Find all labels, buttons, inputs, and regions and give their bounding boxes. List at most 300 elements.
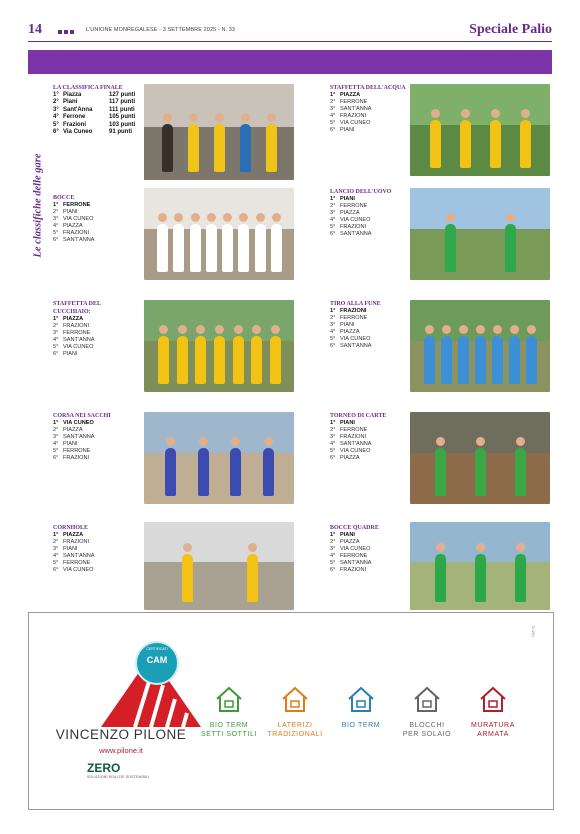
rank-team: FERRONE: [63, 560, 91, 566]
rank-team: FERRONE: [340, 203, 368, 209]
event-rank-row: [53, 223, 95, 230]
photo-person-head: [215, 325, 224, 334]
photo-person: [441, 336, 452, 384]
rank-position: 3°: [330, 210, 336, 216]
rank-position: 5°: [330, 336, 336, 342]
photo-person: [435, 554, 446, 602]
event-standings: [53, 412, 111, 462]
event-photo: [410, 300, 550, 392]
event-rank-row: [53, 230, 95, 237]
rank-position: 3°: [53, 330, 59, 336]
photo-person: [526, 336, 537, 384]
event-standings: [330, 412, 386, 462]
photo-person-head: [189, 113, 198, 122]
final-points: 103 punti: [109, 121, 136, 128]
final-team: Piazza: [63, 92, 82, 98]
event-rank-row: [330, 560, 379, 567]
rank-team: FERRONE: [340, 315, 368, 321]
rank-position: 6°: [53, 567, 59, 573]
rank-position: 5°: [330, 120, 336, 126]
rank-position: 4°: [330, 217, 336, 223]
rank-team: VIA CUNEO: [63, 567, 94, 573]
rank-position: 5°: [53, 448, 59, 454]
rank-position: 2°: [330, 99, 336, 105]
final-standings-row: [53, 92, 135, 99]
event-rank-row: [53, 351, 135, 358]
photo-person: [458, 336, 469, 384]
photo-person: [475, 554, 486, 602]
rank-position: 1°: [330, 420, 336, 426]
rank-position: 5°: [53, 344, 59, 350]
house-leaf-icon: [346, 685, 376, 713]
final-pos: 4°: [53, 114, 59, 121]
rank-position: 4°: [330, 113, 336, 119]
photo-person-head: [264, 437, 273, 446]
final-points: 91 punti: [109, 129, 133, 136]
rank-position: 3°: [53, 434, 59, 440]
photo-person: [520, 120, 531, 168]
rank-position: 6°: [330, 343, 336, 349]
product-sublabel: PER SOLAIO: [402, 731, 452, 738]
event-rank-row: [330, 448, 386, 455]
photo-person-head: [446, 213, 455, 222]
event-photo: [410, 84, 550, 176]
final-pos: 6°: [53, 129, 59, 136]
event-rank-row: [330, 553, 379, 560]
rank-team: PIAZZA: [340, 210, 360, 216]
rank-position: 1°: [330, 92, 336, 98]
photo-person-head: [178, 325, 187, 334]
rank-position: 6°: [330, 567, 336, 573]
final-standings-row: [53, 107, 135, 114]
cam-badge: [135, 641, 179, 685]
rank-position: 5°: [53, 230, 59, 236]
rank-team: PIANI: [63, 441, 78, 447]
side-title: [28, 150, 42, 270]
rank-team: SANT'ANNA: [63, 337, 95, 343]
final-team: Ferrone: [63, 114, 86, 121]
photo-person-head: [436, 543, 445, 552]
rank-team: PIANI: [63, 351, 78, 357]
rank-position: 3°: [330, 106, 336, 112]
rank-team: FRAZIONI: [340, 434, 367, 440]
rank-position: 1°: [330, 196, 336, 202]
photo-person-head: [183, 543, 192, 552]
rank-position: 6°: [53, 455, 59, 461]
event-rank-row: [53, 553, 95, 560]
photo-person-head: [241, 113, 250, 122]
event-photo: [144, 84, 294, 180]
rank-team: FRAZIONI: [340, 567, 367, 573]
event-title: STAFFETTA DEL CUCCHIAIO:: [53, 301, 101, 315]
event-photo: [410, 188, 550, 280]
rank-team: FERRONE: [63, 330, 91, 336]
photo-person: [182, 554, 193, 602]
event-rank-row: [330, 113, 406, 120]
rank-position: 4°: [330, 441, 336, 447]
event-rank-row: [330, 127, 406, 134]
product-item: [397, 685, 457, 739]
rank-position: 1°: [53, 316, 59, 322]
final-pos: 5°: [53, 121, 59, 128]
photo-person-head: [491, 109, 500, 118]
rank-team: FERRONE: [340, 553, 368, 559]
event-rank-row: [330, 106, 406, 113]
final-team: Frazioni: [63, 121, 87, 128]
photo-person-head: [163, 113, 172, 122]
rank-position: 1°: [330, 532, 336, 538]
event-rank-row: [330, 315, 381, 322]
photo-person: [430, 120, 441, 168]
event-title: TIRO ALLA FUNE: [330, 301, 381, 307]
rank-position: 6°: [330, 455, 336, 461]
event-rank-row: [330, 441, 386, 448]
publication-line: L'UNIONE MONREGALESE - 3 SETTEMBRE 2025 - N. 33: [86, 27, 236, 33]
rank-team: PIANI: [340, 127, 355, 133]
event-title: BOCCE: [53, 195, 75, 201]
photo-person: [230, 448, 241, 496]
rank-team: PIANI: [340, 196, 355, 202]
event-title: LANCIO DELL'UOVO: [330, 189, 392, 195]
rank-team: FERRONE: [63, 202, 91, 208]
final-standings-row: [53, 114, 135, 121]
event-rank-row: [53, 237, 95, 244]
event-rank-row: [53, 441, 111, 448]
product-label: LATERIZI: [277, 722, 313, 729]
product-item: [463, 685, 523, 739]
event-standings: [330, 188, 391, 238]
event-photo: [410, 522, 550, 610]
photo-person: [251, 336, 262, 384]
event-rank-row: [53, 209, 95, 216]
section-title: Speciale Palio: [469, 22, 552, 37]
event-rank-row: [330, 224, 391, 231]
photo-person-head: [207, 213, 216, 222]
header-rule: [28, 41, 552, 42]
rank-team: VIA CUNEO: [63, 420, 94, 426]
photo-person: [177, 336, 188, 384]
rank-team: FERRONE: [63, 448, 91, 454]
rank-position: 3°: [330, 546, 336, 552]
rank-team: SANT'ANNA: [340, 441, 372, 447]
event-rank-row: [330, 455, 386, 462]
rank-position: 6°: [330, 231, 336, 237]
photo-person-head: [516, 543, 525, 552]
event-rank-row: [53, 316, 135, 323]
rank-team: SANT'ANNA: [63, 553, 95, 559]
photo-person-head: [267, 113, 276, 122]
rank-position: 4°: [330, 553, 336, 559]
ad-brand: VINCENZO PILONE: [55, 727, 187, 742]
photo-person: [188, 124, 199, 172]
photo-person: [247, 554, 258, 602]
photo-person-head: [506, 213, 515, 222]
photo-person: [492, 336, 503, 384]
final-pos: 1°: [53, 92, 59, 98]
event-standings: [330, 84, 406, 134]
rank-team: VIA CUNEO: [340, 217, 371, 223]
rank-team: PIAZZA: [63, 223, 83, 229]
event-rank-row: [53, 539, 95, 546]
rank-team: PIANI: [340, 532, 355, 538]
photo-person: [424, 336, 435, 384]
rank-team: PIAZZA: [340, 539, 360, 545]
cam-badge-text: CAM: [146, 655, 168, 665]
event-rank-row: [330, 231, 391, 238]
rank-team: PIANI: [340, 420, 355, 426]
rank-position: 4°: [53, 223, 59, 229]
event-photo: [144, 188, 294, 280]
rank-position: 1°: [53, 420, 59, 426]
final-standings-title: LA CLASSIFICA FINALE: [53, 85, 123, 91]
final-standings-row: [53, 122, 135, 129]
event-title: BOCCE QUADRE: [330, 525, 379, 531]
rank-team: PIANI: [63, 209, 78, 215]
rank-team: VIA CUNEO: [63, 344, 94, 350]
rank-position: 1°: [330, 308, 336, 314]
photo-person-head: [199, 437, 208, 446]
event-photo: [144, 522, 294, 610]
final-pos: 2°: [53, 99, 59, 106]
photo-person: [173, 224, 184, 272]
purple-band: [28, 50, 552, 74]
event-photo: [144, 300, 294, 392]
final-points: 111 punti: [109, 106, 135, 113]
event-rank-row: [53, 455, 111, 462]
product-item: [199, 685, 259, 739]
rank-team: PIAZZA: [340, 92, 361, 98]
event-rank-row: [330, 308, 381, 315]
rank-position: 2°: [53, 209, 59, 215]
photo-person: [271, 224, 282, 272]
final-points: 117 punti: [109, 99, 136, 106]
rank-position: 1°: [53, 532, 59, 538]
photo-person-head: [271, 325, 280, 334]
rank-position: 2°: [330, 427, 336, 433]
event-rank-row: [330, 203, 391, 210]
rank-team: PIAZZA: [63, 427, 83, 433]
house-floor-icon: [412, 685, 442, 713]
final-points: 105 punti: [109, 114, 136, 121]
event-rank-row: [330, 329, 381, 336]
event-rank-row: [53, 560, 95, 567]
event-rank-row: [330, 532, 379, 539]
photo-person-head: [476, 325, 485, 334]
rank-team: PIAZZA: [340, 329, 360, 335]
product-label: BIO TERM: [209, 722, 249, 729]
final-points: 127 punti: [109, 92, 136, 98]
product-sublabel: SETTI SOTTILI: [200, 731, 258, 738]
rank-position: 1°: [53, 202, 59, 208]
photo-person-head: [521, 109, 530, 118]
rank-team: PIAZZA: [63, 532, 84, 538]
rank-team: FRAZIONI: [63, 323, 90, 329]
advertisement: [28, 612, 554, 810]
photo-person: [263, 448, 274, 496]
event-rank-row: [53, 420, 111, 427]
event-rank-row: [53, 344, 135, 351]
ad-website[interactable]: www.pilone.it: [99, 746, 143, 755]
rank-position: 3°: [330, 434, 336, 440]
rank-position: 2°: [330, 203, 336, 209]
cam-badge-top: CERTIFICATI: [146, 647, 168, 651]
rank-team: VIA CUNEO: [340, 120, 371, 126]
event-rank-row: [330, 420, 386, 427]
event-rank-row: [53, 216, 95, 223]
event-rank-row: [330, 210, 391, 217]
event-title: CORSA NEI SACCHI: [53, 413, 111, 419]
photo-person: [475, 448, 486, 496]
final-standings: [53, 84, 135, 136]
event-rank-row: [53, 546, 95, 553]
side-title-text: Le classifiche delle gare: [32, 153, 44, 258]
final-standings-row: [53, 129, 135, 136]
event-rank-row: [53, 202, 95, 209]
rank-position: 4°: [53, 337, 59, 343]
rank-team: FRAZIONI: [63, 455, 90, 461]
rank-team: PIANI: [340, 322, 355, 328]
photo-person: [490, 120, 501, 168]
photo-person: [162, 124, 173, 172]
final-team: Piani: [63, 99, 78, 106]
photo-person: [233, 336, 244, 384]
photo-person: [190, 224, 201, 272]
photo-person: [515, 448, 526, 496]
photo-person-head: [442, 325, 451, 334]
product-item: [331, 685, 391, 730]
event-standings: [53, 300, 135, 358]
rank-position: 2°: [53, 323, 59, 329]
photo-person: [214, 124, 225, 172]
photo-person: [157, 224, 168, 272]
rank-position: 6°: [330, 127, 336, 133]
rank-team: FERRONE: [340, 99, 368, 105]
product-label: BIO TERM: [341, 722, 381, 729]
photo-person-head: [516, 437, 525, 446]
event-rank-row: [53, 567, 95, 574]
photo-person: [165, 448, 176, 496]
event-rank-row: [53, 330, 135, 337]
event-photo: [410, 412, 550, 504]
photo-person-head: [476, 437, 485, 446]
rank-team: SANT'ANNA: [63, 434, 95, 440]
photo-person: [509, 336, 520, 384]
photo-person: [195, 336, 206, 384]
product-label: BLOCCHI: [409, 722, 445, 729]
rank-team: VIA CUNEO: [340, 448, 371, 454]
page-number: 14: [28, 22, 42, 37]
rank-team: PIANI: [63, 546, 78, 552]
rank-team: FRAZIONI: [63, 230, 90, 236]
photo-person: [238, 224, 249, 272]
product-sublabel: ARMATA: [477, 731, 509, 738]
rank-team: VIA CUNEO: [340, 546, 371, 552]
rank-team: FRAZIONI: [340, 113, 367, 119]
rank-position: 6°: [53, 351, 59, 357]
event-rank-row: [53, 434, 111, 441]
rank-team: PIAZZA: [63, 316, 84, 322]
rank-position: 4°: [330, 329, 336, 335]
photo-person: [214, 336, 225, 384]
event-rank-row: [330, 343, 381, 350]
photo-person: [266, 124, 277, 172]
rank-position: 6°: [53, 237, 59, 243]
event-rank-row: [53, 532, 95, 539]
photo-person-head: [459, 325, 468, 334]
rank-position: 3°: [53, 216, 59, 222]
rank-team: VIA CUNEO: [340, 336, 371, 342]
rank-position: 5°: [53, 560, 59, 566]
product-sublabel: TRADIZIONALI: [267, 731, 323, 738]
photo-person-head: [476, 543, 485, 552]
final-standings-rows: [53, 92, 135, 136]
photo-person: [515, 554, 526, 602]
photo-person: [435, 448, 446, 496]
final-team: Via Cuneo: [63, 129, 93, 136]
photo-person: [445, 224, 456, 272]
event-rank-row: [330, 427, 386, 434]
event-standings: [53, 524, 95, 574]
rank-team: SANT'ANNA: [340, 343, 372, 349]
rank-position: 2°: [330, 315, 336, 321]
event-rank-row: [330, 567, 379, 574]
rank-team: FRAZIONI: [63, 539, 90, 545]
rank-position: 4°: [53, 553, 59, 559]
rank-team: SANT'ANNA: [340, 106, 372, 112]
rank-position: 5°: [330, 448, 336, 454]
rank-team: PIAZZA: [340, 455, 360, 461]
event-rank-row: [330, 336, 381, 343]
photo-person: [505, 224, 516, 272]
product-label: MURATURA: [471, 722, 515, 729]
event-rank-row: [330, 539, 379, 546]
event-rank-row: [330, 434, 386, 441]
photo-person-head: [431, 109, 440, 118]
rank-team: FRAZIONI: [340, 308, 367, 314]
rank-position: 2°: [53, 427, 59, 433]
final-pos: 3°: [53, 106, 59, 113]
event-rank-row: [330, 217, 391, 224]
product-item: [265, 685, 325, 739]
event-title: TORNEO DI CARTE: [330, 413, 387, 419]
photo-person-head: [234, 325, 243, 334]
photo-person-head: [425, 325, 434, 334]
rank-position: 4°: [53, 441, 59, 447]
event-rank-row: [53, 337, 135, 344]
rank-position: 2°: [53, 539, 59, 545]
final-team: Sant'Anna: [63, 106, 93, 113]
rank-team: FERRONE: [340, 427, 368, 433]
event-rank-row: [53, 323, 135, 330]
photo-person-head: [248, 543, 257, 552]
final-standings-row: [53, 99, 135, 106]
event-rank-row: [330, 99, 406, 106]
event-rank-row: [53, 427, 111, 434]
photo-person: [240, 124, 251, 172]
rank-team: FRAZIONI: [340, 224, 367, 230]
rank-team: SANT'ANNA: [340, 560, 372, 566]
photo-person: [475, 336, 486, 384]
rank-position: 5°: [330, 560, 336, 566]
photo-person-head: [215, 113, 224, 122]
event-rank-row: [330, 322, 381, 329]
event-standings: [330, 300, 381, 350]
house-sun-icon: [214, 685, 244, 713]
event-rank-row: [330, 546, 379, 553]
header-dots: [58, 30, 74, 34]
event-photo: [144, 412, 294, 504]
photo-person: [222, 224, 233, 272]
